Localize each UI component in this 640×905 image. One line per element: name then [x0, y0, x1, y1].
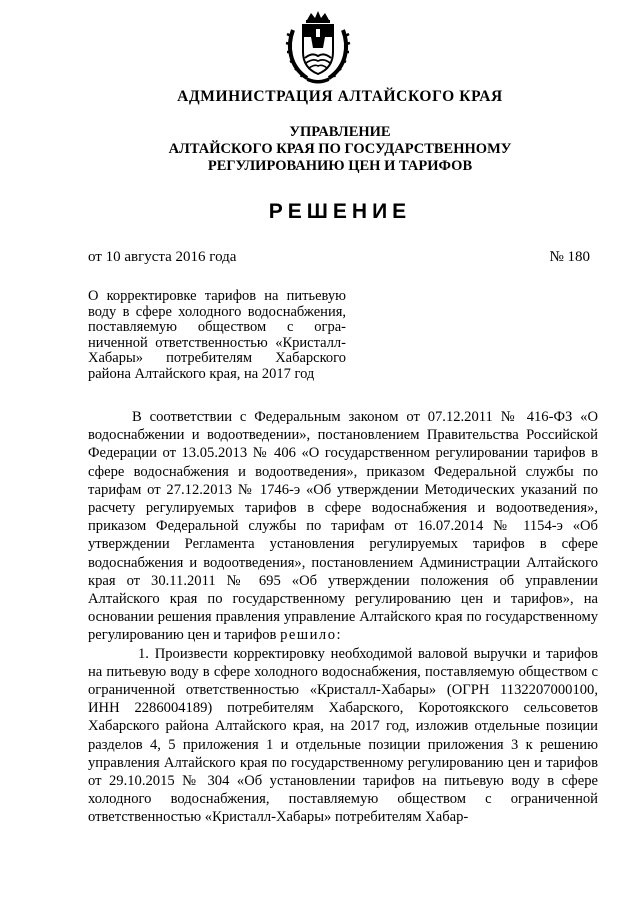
- document-body: [88, 408, 598, 827]
- department-title-line: АЛТАЙСКОГО КРАЯ ПО ГОСУДАРСТВЕННОМУ: [168, 141, 512, 157]
- preamble-colon: :: [336, 627, 341, 644]
- document-title: РЕШЕНИЕ: [268, 200, 412, 223]
- department-title-line: УПРАВЛЕНИЕ: [289, 124, 391, 140]
- department-title-line: РЕГУЛИРОВАНИЮ ЦЕН И ТАРИФОВ: [207, 158, 473, 174]
- administration-title: АДМИНИСТРАЦИЯ АЛТАЙСКОГО КРАЯ: [177, 88, 503, 105]
- preamble-text: В соответствии с Федеральным законом от 07.12.2011 № 416-ФЗ «О водоснабжении и водоотведении», постановлением Правительства Российской Федерации от 13.05.2013 № 406 «О государственном регулировании тарифов в сфере водоснабжения и водоотведения», приказом Федеральной службы по тарифам от 27.12.2013 № 1746-э «Об утверждении Методических указаний по расчету регулируемых тарифов в сфере водоснабжения и водоотведения», приказом Федеральной службы по тарифам от 16.07.2014 № 1154-э «Об утверждении Регламента установления регулируемых тарифов в сфере водоснабжения и водоотведения», постановлением Администрации Алтайского края от 30.11.2011 № 695 «Об утверждении положения об управлении Алтайского края по государственному регулированию цен и тарифов», на основании решения правления управление Алтайского края по государственному регулированию цен и тарифов: [88, 409, 598, 644]
- department-title: [0, 124, 640, 175]
- document-number: № 180: [549, 249, 590, 265]
- preamble-paragraph: [88, 408, 598, 645]
- decided-word: решило: [280, 627, 337, 644]
- coat-of-arms-icon: [285, 10, 351, 84]
- item-1-paragraph: 1. Произвести корректировку необходимой валовой выручки и тарифов на питьевую воду в сфере холодного водоснабжения, поставляемую обществом с ограниченной ответственностью «Кристалл-Хабары» (ОГРН 1132207000100, ИНН 2286004189) потребителям Хабарского, Коротоякского сельсоветов Хабарского района Алтайского края, на 2017 год, изложив отдельные позиции разделов 4, 5 приложения 1 и отдельные позиции приложения 3 к решению управления Алтайского края по государственному регулированию цен и тарифов от 29.10.2015 № 304 «Об установлении тарифов на питьевую воду в сфере холодного водоснабжения, поставляемую обществом с ограниченной ответственностью «Кристалл-Хабары» потребителям Хабар-: [88, 645, 598, 826]
- document-date: от 10 августа 2016 года: [88, 249, 237, 265]
- document-subject: О корректировке тарифов на питьевую воду в сфере холодного водоснабжения, поставляемую обществом с ограниченной ответственностью «Кристалл-Хабары» потребителям Хабарского района Алтайского края, на 2017 год: [88, 288, 346, 382]
